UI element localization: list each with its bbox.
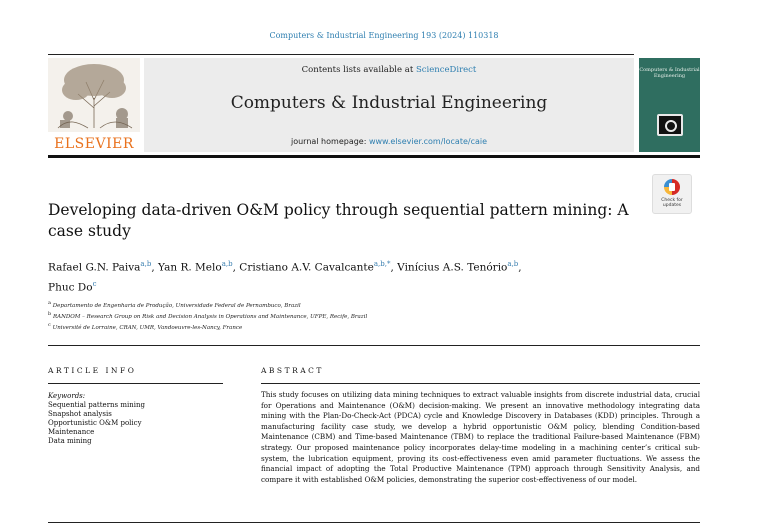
author-affiliation-marker[interactable]: a,b xyxy=(507,260,519,268)
affiliation-item: $^a$ Departamento de Engenharia de Produção, Universidade Federal de Pernambuco, Brazil xyxy=(48,300,301,309)
elsevier-logo xyxy=(48,58,140,152)
abstract-bottom-rule xyxy=(48,522,700,523)
journal-citation[interactable] xyxy=(0,31,768,40)
elsevier-tree-icon xyxy=(48,58,140,132)
homepage-link[interactable]: www.elsevier.com/locate/caie xyxy=(368,137,488,146)
crossmark-button[interactable] xyxy=(652,174,692,214)
keyword-item: Opportunistic O&M policy xyxy=(48,419,142,427)
cover-art-icon xyxy=(657,114,683,136)
article-title: Developing data-driven O&M policy through sequential pattern mining: A case study xyxy=(48,201,629,240)
journal-banner xyxy=(144,58,634,152)
author-list: Rafael G.N. Paiva$^{a,b}$, Yan R. Melo$^{a,b}$, Cristiano A.V. Cavalcante$^{a,b,*}$, Vinícius A.S. Tenório$^{a,b}$, Phuc Do$^c$ xyxy=(48,260,522,293)
author-name[interactable]: Vinícius A.S. Tenório xyxy=(397,261,508,274)
affiliation-item: $^c$ Université de Lorraine, CRAN, UMR, Vandoeuvre-les-Nancy, France xyxy=(48,321,243,331)
author-name[interactable]: Rafael G.N. Paiva xyxy=(48,261,141,274)
contents-line xyxy=(144,65,634,75)
abstract-text: This study focuses on utilizing data mining techniques to extract valuable insights from discrete industrial data, crucial for Operations and Maintenance (O&M) decision-making. We present an innovative methodology integrating data mining with the Plan-Do-Check-Act (PDCA) cycle and Knowledge Discovery in Databases (KDD) principles. Through a manufacturing facility case study, we develop a hybrid opportunistic O&M policy, blending Condition-based Maintenance (CBM) and Time-based Maintenance (TBM) to replace the traditional Failure-based Maintenance (FBM) strategy. Our proposed maintenance policy incorporates delay-time modeling in a machining center’s critical sub-system, the lubrication equipment, proving its cost-effectiveness even amid parameter fluctuations. We assess the financial impact of adopting the Total Productive Maintenance (TPM) approach through Sensitivity Analysis, and compare it with established O&M policies, demonstrating the superior cost-effectiveness of our model. xyxy=(261,390,700,484)
journal-cover-thumbnail[interactable] xyxy=(639,58,700,152)
keyword-item: Sequential patterns mining xyxy=(48,401,145,409)
keyword-item: Maintenance xyxy=(48,428,95,436)
header-thick-rule xyxy=(48,155,700,158)
abstract-rule xyxy=(261,383,700,384)
keywords-block xyxy=(48,392,223,446)
author-affiliation-marker[interactable]: a,b xyxy=(140,260,152,268)
article-info-heading: ARTICLE INFO xyxy=(48,366,137,375)
elsevier-wordmark: ELSEVIER xyxy=(54,136,134,152)
keyword-item: Data mining xyxy=(48,437,92,445)
author-affiliation-marker[interactable]: a,b,* xyxy=(373,260,391,268)
journal-homepage xyxy=(144,137,634,146)
author-name[interactable]: Phuc Do xyxy=(48,281,93,293)
article-info-rule xyxy=(48,383,223,384)
contents-prefix: Contents lists available at xyxy=(301,65,416,75)
header-rule xyxy=(48,54,634,55)
affiliation-list xyxy=(48,299,648,331)
keywords-label: Keywords: xyxy=(48,392,86,400)
author-name[interactable]: Cristiano A.V. Cavalcante xyxy=(239,261,374,274)
cover-title: Computers & Industrial Engineering xyxy=(639,67,700,79)
keyword-item: Snapshot analysis xyxy=(48,410,112,418)
sciencedirect-link[interactable]: ScienceDirect xyxy=(415,65,477,75)
homepage-prefix: journal homepage: xyxy=(290,137,369,146)
author-affiliation-marker[interactable]: c xyxy=(92,279,97,288)
journal-title: Computers & Industrial Engineering xyxy=(230,93,548,113)
affiliation-item: $^b$ RANDOM – Research Group on Risk and Decision Analysis in Operations and Maintenance, UFPE, Recife, Brazil xyxy=(48,310,368,320)
author-name[interactable]: Yan R. Melo xyxy=(158,261,222,274)
crossmark-icon xyxy=(664,179,680,195)
crossmark-label: Check for updates xyxy=(661,198,683,208)
author-affiliation-marker[interactable]: a,b xyxy=(221,260,233,268)
journal-citation-link[interactable]: Computers & Industrial Engineering 193 (2024) 110318 xyxy=(269,31,499,40)
abstract-heading: ABSTRACT xyxy=(261,366,324,375)
section-divider xyxy=(48,345,700,346)
